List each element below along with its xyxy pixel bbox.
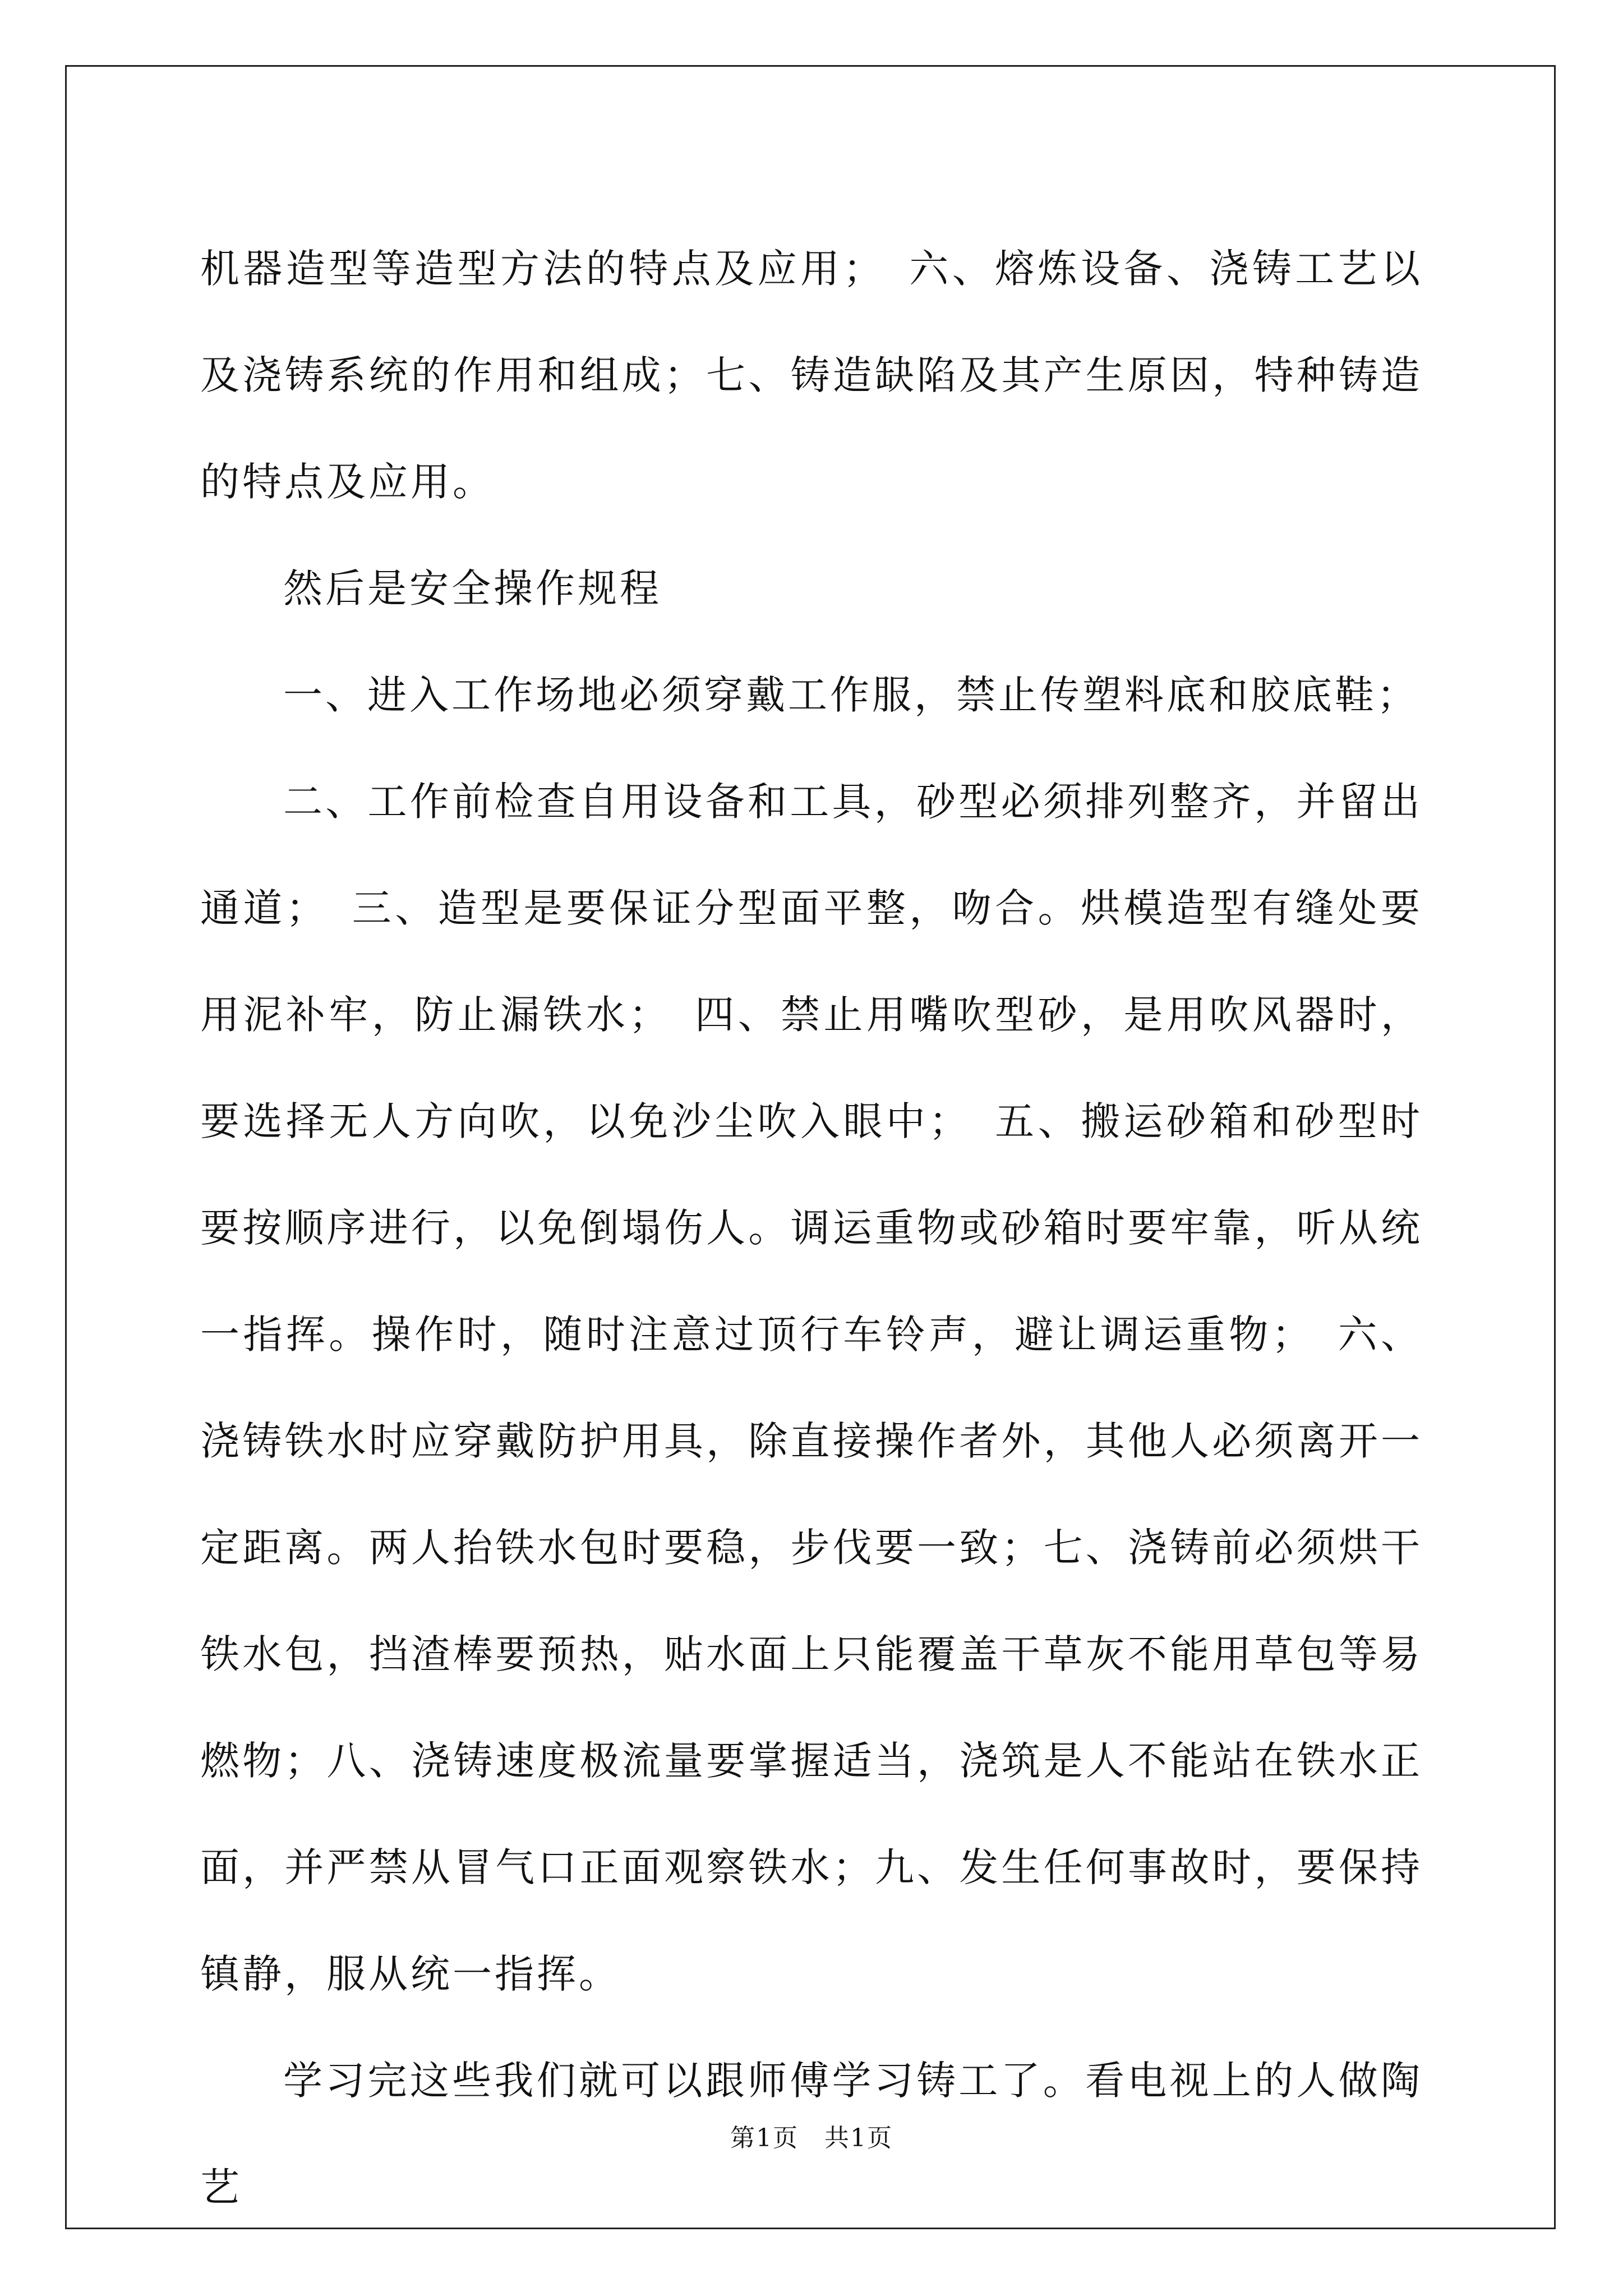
paragraph-continuation: 机器造型等造型方法的特点及应用； 六、熔炼设备、浇铸工艺以及浇铸系统的作用和组成；七、铸造缺陷及其产生原因，特种铸造的特点及应用。 — [200, 246, 1423, 505]
page-number-footer: 第1页 共1页 — [730, 2124, 893, 2152]
document-body — [200, 215, 1423, 2240]
paragraph-closing: 学习完这些我们就可以跟师傅学习铸工了。看电视上的人做陶艺 — [200, 2058, 1423, 2210]
paragraph-rule-one: 一、进入工作场地必须穿戴工作服，禁止传塑料底和胶底鞋； — [283, 672, 1419, 718]
paragraph-rules-list: 二、工作前检查自用设备和工具，砂型必须排列整齐，并留出通道； 三、造型是要保证分型面平整，吻合。烘模造型有缝处要用泥补牢，防止漏铁水； 四、禁止用嘴吹型砂，是用吹风器时，要选择无人方向吹，以免沙尘吹入眼中； 五、搬运砂箱和砂型时要按顺序进行，以免倒塌伤人。调运重物或砂箱时要牢靠，听从统一指挥。操作时，随时注意过顶行车铃声，避让调运重物； 六、浇铸铁水时应穿戴防护用具，除直接操作者外，其他人必须离开一定距离。两人抬铁水包时要稳，步伐要一致；七、浇铸前必须烘干铁水包，挡渣棒要预热，贴水面上只能覆盖干草灰不能用草包等易燃物；八、浇铸速度极流量要掌握适当，浇筑是人不能站在铁水正面，并严禁从冒气口正面观察铁水；九、发生任何事故时，要保持镇静，服从统一指挥。 — [200, 779, 1423, 1997]
paragraph-heading-safety-rules: 然后是安全操作规程 — [283, 565, 662, 611]
